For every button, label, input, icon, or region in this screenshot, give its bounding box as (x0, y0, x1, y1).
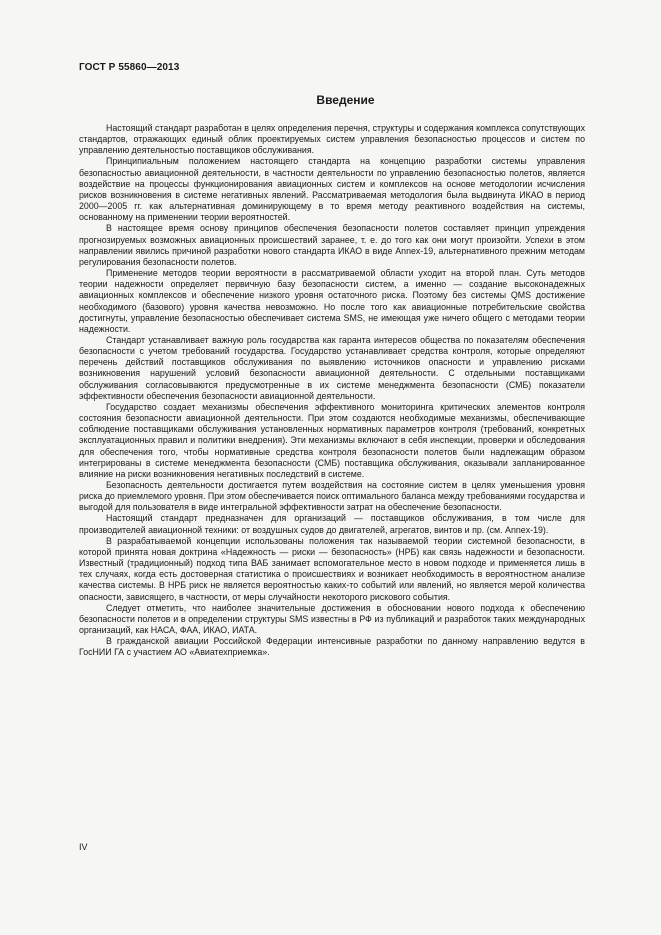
body-text (79, 123, 585, 659)
section-title: Введение (316, 93, 375, 107)
paragraph: Настоящий стандарт разработан в целях определения перечня, структуры и содержания комплекса сопутствующих стандартов, отражающих единый облик проектируемых систем управления безопасностью процессов и систем по управлению деятельностью поставщиков обслуживания. (79, 123, 585, 156)
page-number: IV (79, 842, 88, 852)
paragraph: Государство создает механизмы обеспечения эффективного мониторинга критических элементов контроля состояния безопасности авиационной деятельности. При этом создаются необходимые механизмы, обеспечивающие соблюдение поставщиками обслуживания установленных нормативных параметров контроля (требований, конкретных эксплуатационных правил и политики внедрения). Эти механизмы включают в себя инспекции, проверки и обследования для обеспечения того, чтобы нормативные средства контроля безопасности полетов были надлежащим образом интегрированы в системе менеджмента безопасности (СМБ) поставщика обслуживания, оказывали запланированное влияние на риски возникновения негативных последствий в системе. (79, 401, 585, 479)
document-id-header: ГОСТ Р 55860—2013 (79, 62, 180, 73)
paragraph: Безопасность деятельности достигается путем воздействия на состояние систем в целях уменьшения уровня риска до приемлемого уровня. При этом обеспечивается поиск оптимального баланса между требованиями государства и выгодой для пользователя в виде интегральной эффективности затрат на обеспечение безопасности. (79, 480, 585, 513)
paragraph: В разрабатываемой концепции использованы положения так называемой теории системной безопасности, в которой принята новая доктрина «Надежность — риски — безопасность» (НРБ) как связь надежности и безопасности. Известный (традиционный) подход типа ВАБ занимает вспомогательное место в новом подходе и применяется лишь в тех случаях, когда есть достоверная статистика о происшествиях и возникает необходимость в вероятностном анализе качества системы. В НРБ риск не является вероятностью каких-то событий или явлений, но является мерой количества опасности, зависящего, в частности, от меры случайности некоторого рискового события. (79, 535, 585, 602)
paragraph: Принципиальным положением настоящего стандарта на концепцию разработки системы управления безопасностью авиационной деятельности, в частности деятельности по управлению безопасностью полетов, является воздействие на процессы функционирования авиационных систем и комплексов на основе методологии исчисления рисков возникновения в системе негативных явлений. Рассматриваемая методология была выдвинута ИКАО в период 2000—2005 гг. как альтернативная доминирующему в то время методу реактивного воздействия на системы, основанному на применении теории вероятностей. (79, 156, 585, 223)
paragraph: Стандарт устанавливает важную роль государства как гаранта интересов общества по показателям обеспечения безопасности с учетом требований государства. Государство устанавливает средства контроля, которые определяют перечень действий поставщиков обслуживания по выявлению источников опасности и управлению рисками возникновения нарушений условий безопасности авиационной деятельности. С отдельными поставщиками обслуживания согласовываются предусмотренные в их системе менеджмента безопасности (СМБ) показатели эффективности обеспечения безопасности авиационной деятельности. (79, 334, 585, 401)
paragraph: Следует отметить, что наиболее значительные достижения в обосновании нового подхода к обеспечению безопасности полетов и в определении структуры SMS известны в РФ из публикаций и разработок таких международных организаций, как НАСА, ФАА, ИКАО, ИАТА. (79, 602, 585, 636)
paragraph: Настоящий стандарт предназначен для организаций — поставщиков обслуживания, в том числе для производителей авиационной техники: от воздушных судов до двигателей, агрегатов, винтов и пр. (см. Annex-19). (79, 513, 585, 535)
paragraph: В гражданской авиации Российской Федерации интенсивные разработки по данному направлению ведутся в ГосНИИ ГА с участием АО «Авиатехприемка». (79, 636, 585, 658)
paragraph: Применение методов теории вероятности в рассматриваемой области уходит на второй план. Суть методов теории надежности определяет первичную базу безопасности систем, а именно — создание высоконадежных авиационных комплексов и обеспечение низкого уровня остаточного риска. Поэтому без системы QMS достижение необходимого (базового) уровня качества невозможно. Но после того как авиационные потребительские свойства достигнуты, управление безопасностью обеспечивает система SMS, не имеющая уже ничего общего с методами теории надежности. (79, 268, 585, 334)
paragraph: В настоящее время основу принципов обеспечения безопасности полетов составляет принцип упреждения прогнозируемых возможных авиационных происшествий заранее, т. е. до того как они могут произойти. Успехи в этом направлении явились причиной разработки нового стандарта ИКАО в виде Annex-19, альтернативного прежним методам регулирования безопасности полетов. (79, 223, 585, 267)
